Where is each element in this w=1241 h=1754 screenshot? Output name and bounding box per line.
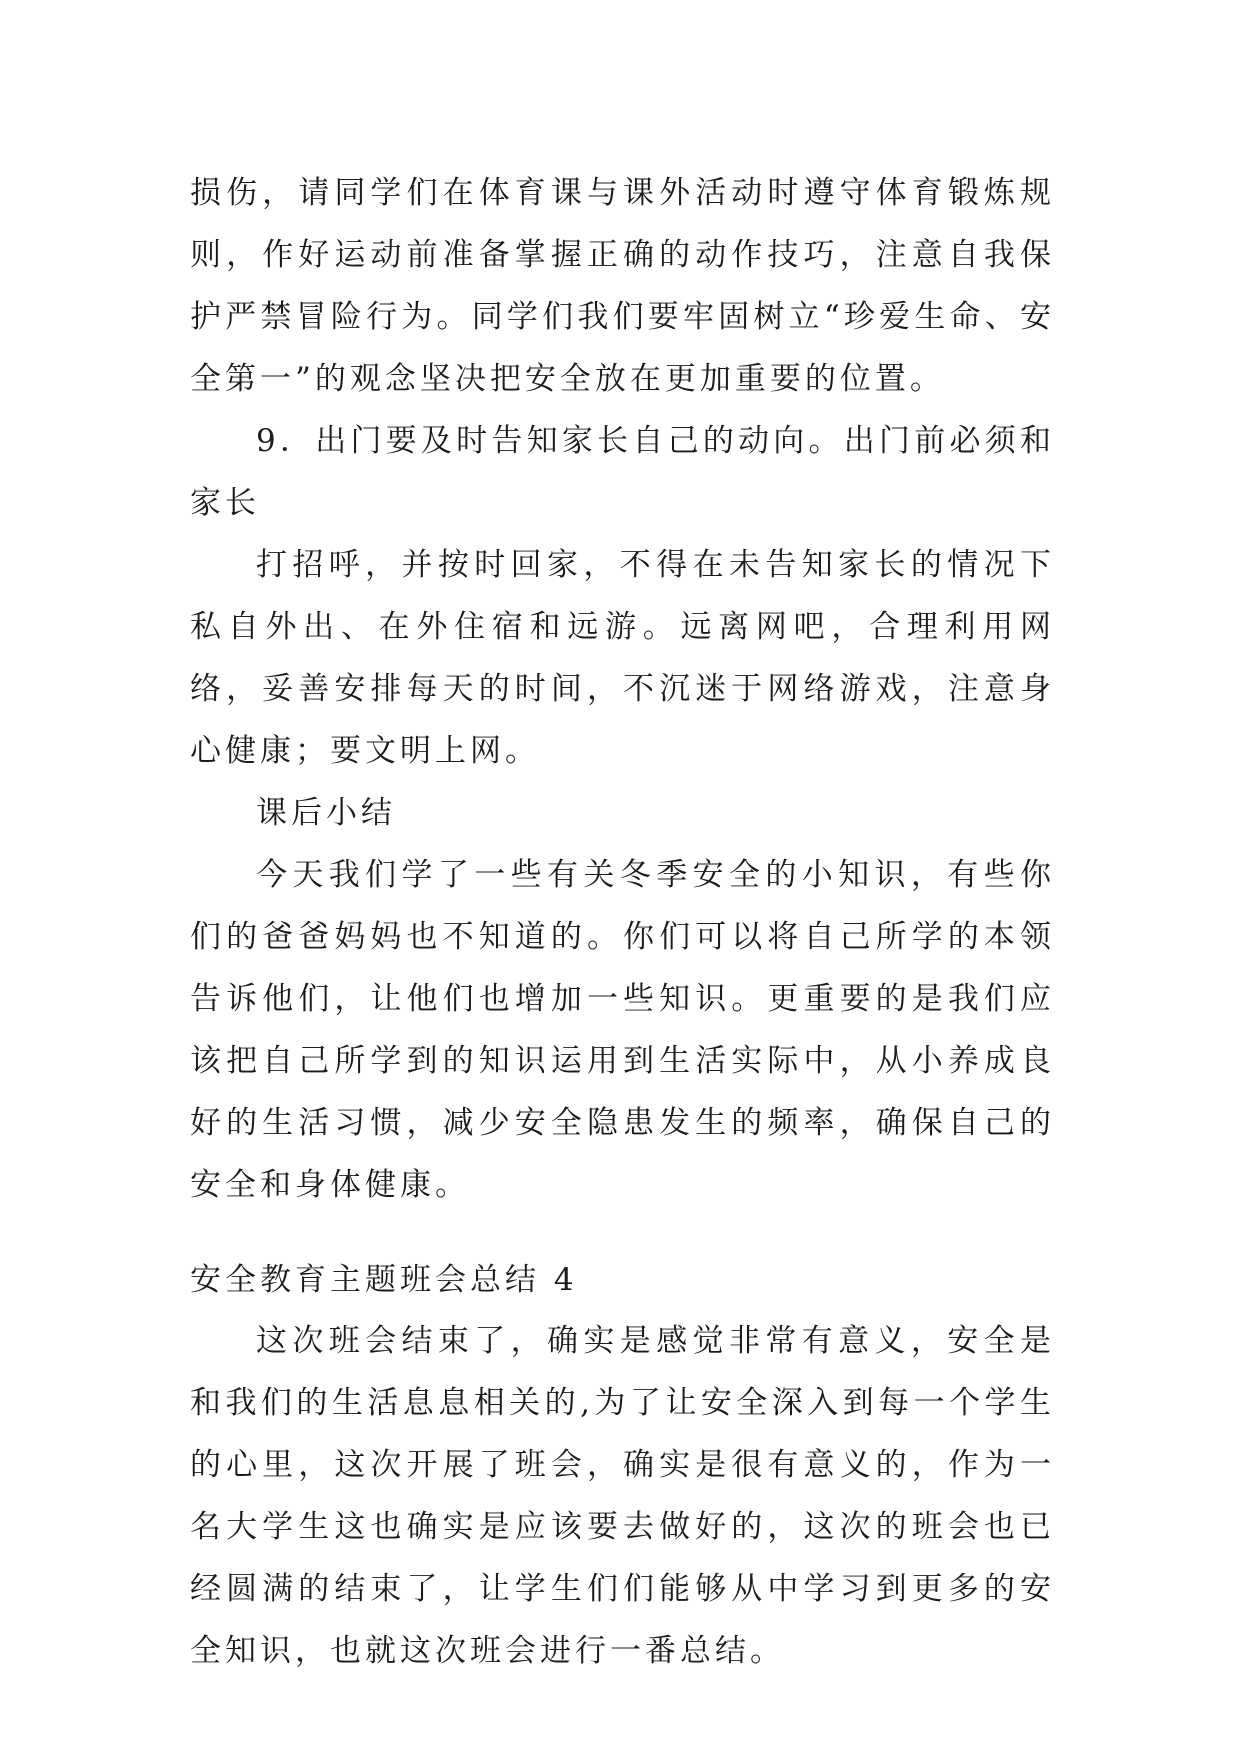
paragraph-injury-continuation: 损伤，请同学们在体育课与课外活动时遵守体育锻炼规则，作好运动前准备掌握正确的动作技巧，注意自我保护严禁冒险行为。同学们我们要牢固树立“珍爱生命、安全第一”的观念坚决把安全放在更加重要的位置。 [190,175,1055,397]
paragraph-meeting-summary: 这次班会结束了，确实是感觉非常有意义，安全是和我们的生活息息相关的,为了让安全深入到每一个学生的心里，这次开展了班会，确实是很有意义的，作为一名大学生这也确实是应该要去做好的，这次的班会也已经圆满的结束了，让学生们们能够从中学习到更多的安全知识，也就这次班会进行一番总结。 [190,1323,1055,1669]
paragraph-item-9: 9．出门要及时告知家长自己的动向。出门前必须和家长 [190,423,1055,521]
paragraph-summary-label: 课后小结 [256,795,396,831]
document-body [190,162,1055,1682]
section-heading: 安全教育主题班会总结 4 [190,1262,578,1298]
paragraph-greet-parents: 打招呼，并按时回家，不得在未告知家长的情况下私自外出、在外住宿和远游。远离网吧，合理利用网络，妥善安排每天的时间，不沉迷于网络游戏，注意身心健康；要文明上网。 [190,547,1055,769]
paragraph-summary-text: 今天我们学了一些有关冬季安全的小知识，有些你们的爸爸妈妈也不知道的。你们可以将自己所学的本领告诉他们，让他们也增加一些知识。更重要的是我们应该把自己所学到的知识运用到生活实际中，从小养成良好的生活习惯，减少安全隐患发生的频率，确保自己的安全和身体健康。 [190,857,1055,1203]
